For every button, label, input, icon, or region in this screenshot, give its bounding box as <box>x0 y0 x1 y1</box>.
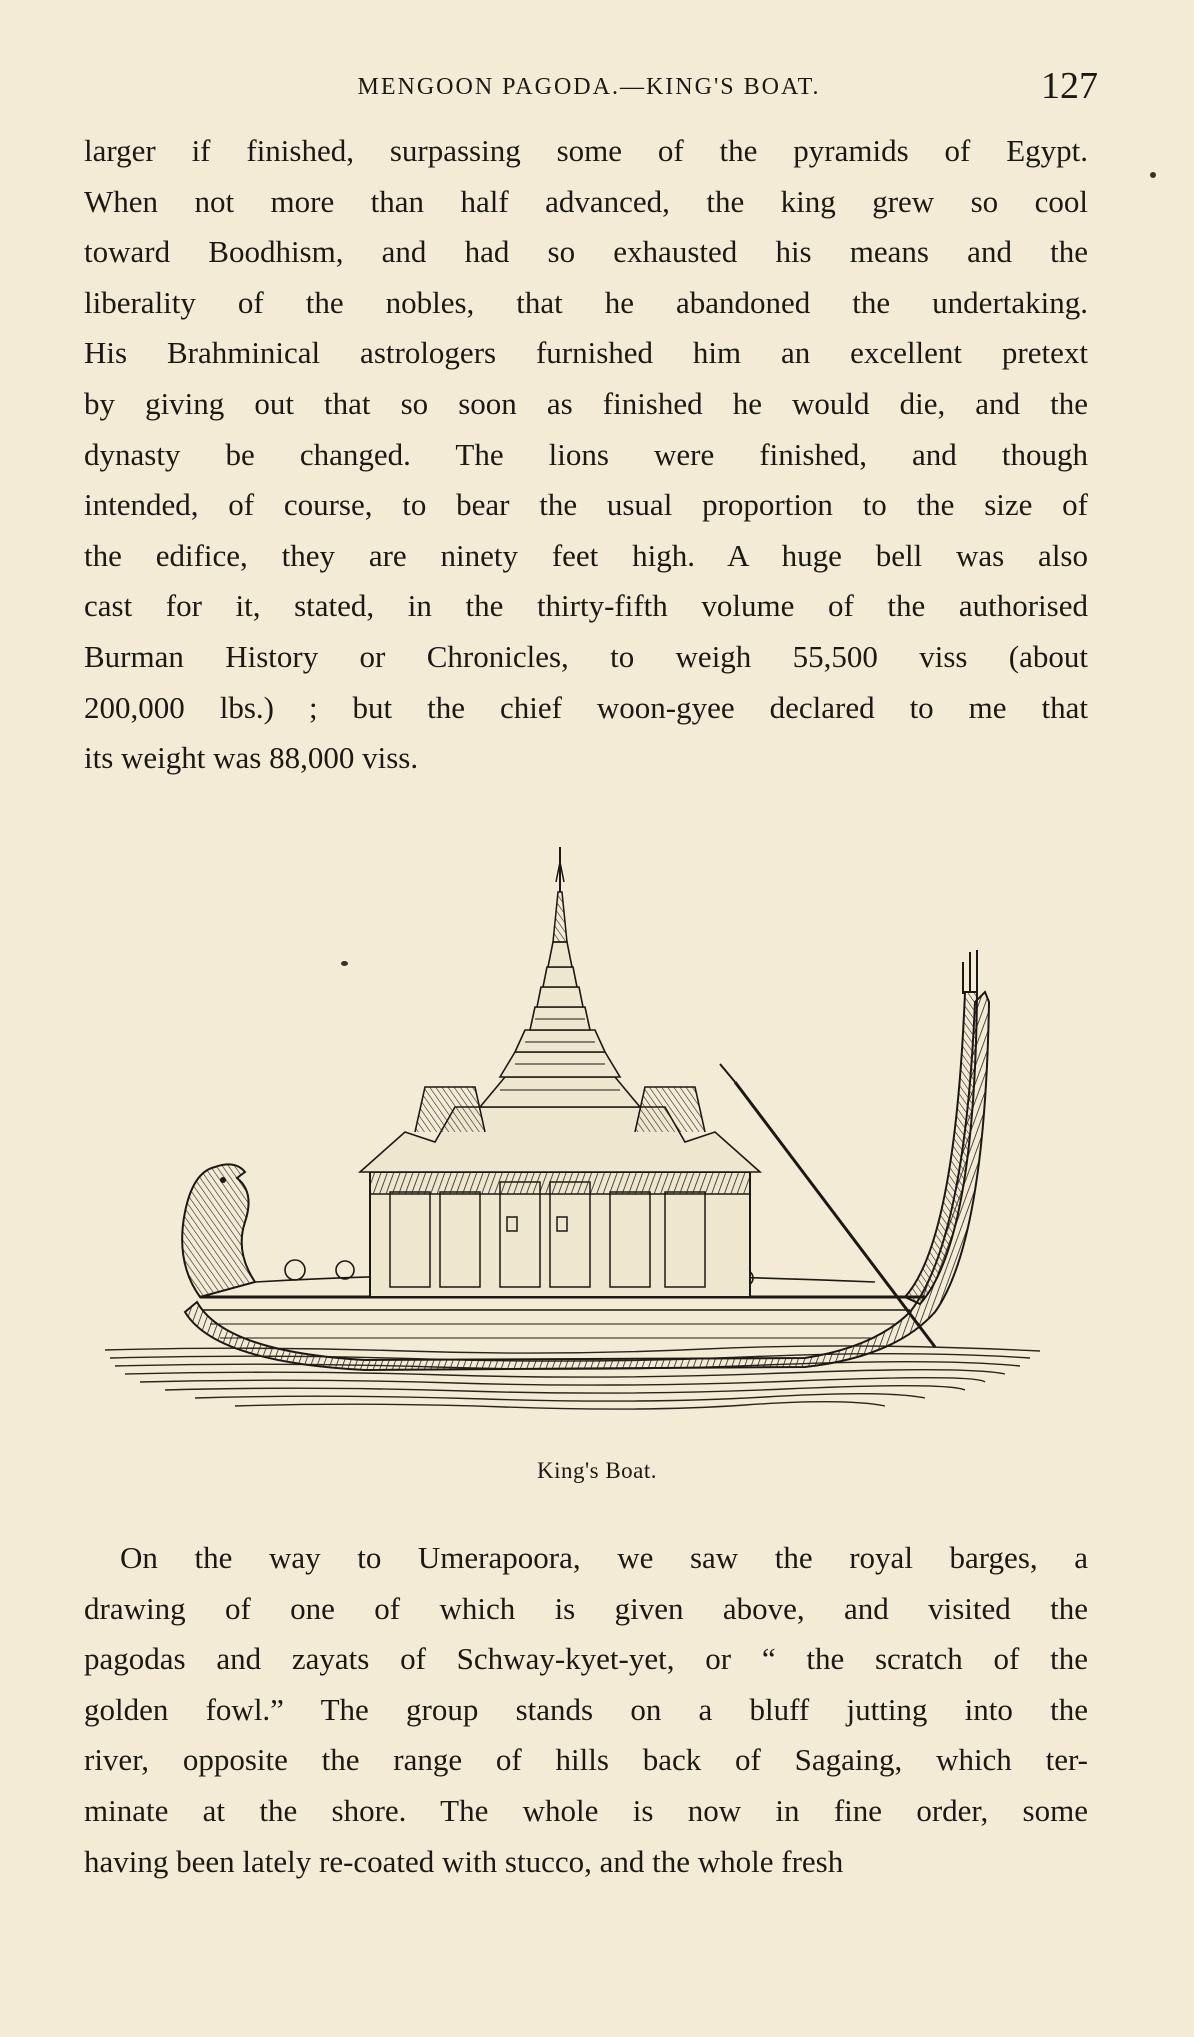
running-head-title: MENGOON PAGODA.—KING'S BOAT. <box>357 74 821 100</box>
text-line: When not more than half advanced, the king grew so cool <box>84 183 1088 219</box>
kings-boat-illustration <box>105 842 1040 1437</box>
text-line: its weight was 88,000 viss. <box>84 740 419 776</box>
text-line: liberality of the nobles, that he abandoned the undertaking. <box>84 284 1088 320</box>
roof-tiers <box>360 942 760 1172</box>
ink-speck <box>1150 172 1156 178</box>
text-line: His Brahminical astrologers furnished him an excellent pretext <box>84 335 1088 371</box>
text-line: golden fowl.” The group stands on a bluff jutting into the <box>84 1691 1088 1727</box>
stern <box>905 992 977 1304</box>
text-line: On the way to Umerapoora, we saw the royal barges, a <box>120 1540 1088 1575</box>
oar <box>735 1082 935 1347</box>
text-line: larger if finished, surpassing some of the pyramids of Egypt. <box>84 133 1088 168</box>
running-head <box>84 65 1098 110</box>
text-line: intended, of course, to bear the usual proportion to the size of <box>84 487 1088 523</box>
text-line: pagodas and zayats of Schway-kyet-yet, or “ the scratch of the <box>84 1641 1088 1677</box>
text-line: minate at the shore. The whole is now in fine order, some <box>84 1792 1088 1828</box>
text-line: 200,000 lbs.) ; but the chief woon-gyee declared to me that <box>84 689 1088 725</box>
text-line: dynasty be changed. The lions were finished, and though <box>84 436 1088 472</box>
spire <box>553 892 567 942</box>
text-line: cast for it, stated, in the thirty-fifth volume of the authorised <box>84 588 1088 624</box>
text-line: by giving out that so soon as finished he would die, and the <box>84 385 1088 421</box>
prow-head <box>182 1164 255 1297</box>
figure-caption: King's Boat. <box>536 1458 658 1483</box>
text-line: having been lately re-coated with stucco, and the whole fresh <box>84 1843 844 1879</box>
text-line: the edifice, they are ninety feet high. A huge bell was also <box>84 537 1088 573</box>
water <box>105 1346 1040 1409</box>
page-number: 127 <box>1041 65 1098 107</box>
paragraph-2 <box>84 1533 1088 1887</box>
text-line: Burman History or Chronicles, to weigh 55,500 viss (about <box>84 638 1088 674</box>
text-line: river, opposite the range of hills back of Sagaing, which ter- <box>84 1742 1088 1778</box>
paragraph-1 <box>84 126 1088 784</box>
text-line: toward Boodhism, and had so exhausted his means and the <box>84 234 1088 270</box>
text-line: drawing of one of which is given above, and visited the <box>84 1590 1088 1626</box>
